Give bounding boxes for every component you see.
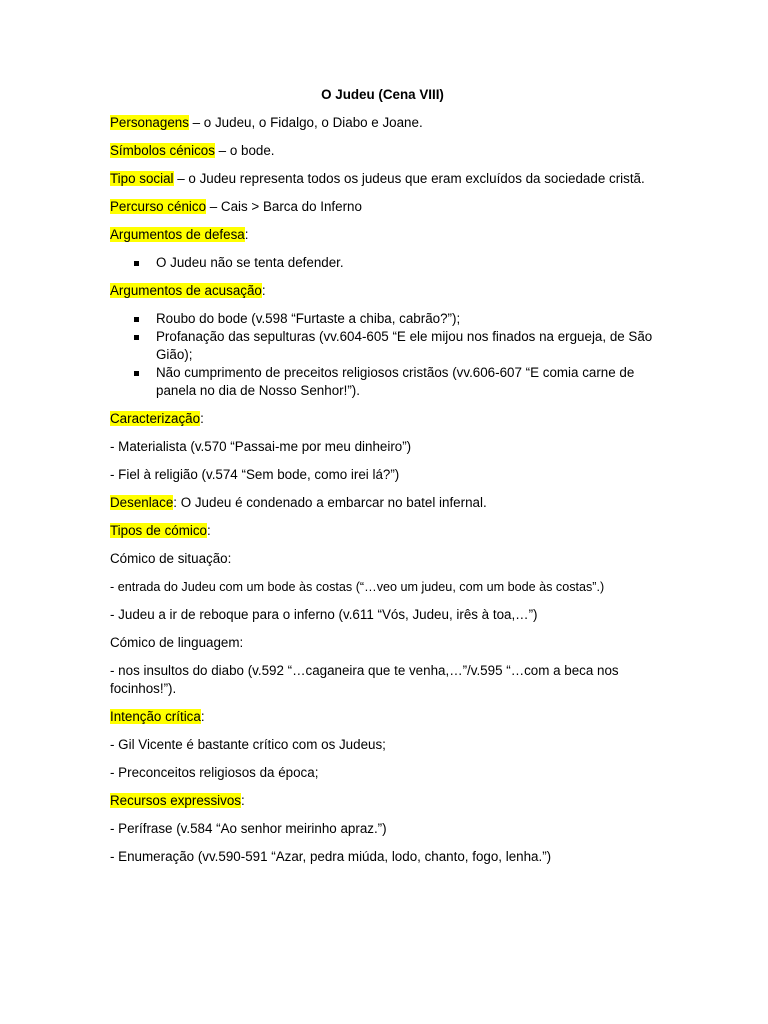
acusacao-label: Argumentos de acusação [110, 283, 262, 298]
desenlace-label: Desenlace [110, 495, 174, 510]
caracterizacao-line: - Fiel à religião (v.574 “Sem bode, como irei lá?”) [110, 467, 400, 482]
list-item: O Judeu não se tenta defender. [110, 254, 655, 272]
percurso-label: Percurso cénico [110, 199, 207, 214]
caracterizacao-heading: Caracterização: [110, 411, 204, 426]
intencao-line: - Gil Vicente é bastante crítico com os Judeus; [110, 737, 386, 752]
percurso-text: – Cais > Barca do Inferno [206, 199, 362, 214]
comico-linguagem-subheading: Cómico de linguagem: [110, 635, 244, 650]
document-page [110, 86, 655, 876]
percurso-paragraph [110, 198, 655, 216]
personagens-text: – o Judeu, o Fidalgo, o Diabo e Joane. [188, 115, 423, 130]
comico-heading: Tipos de cómico: [110, 523, 211, 538]
intencao-label: Intenção crítica [110, 709, 201, 724]
comico-linguagem-line: - nos insultos do diabo (v.592 “…caganeira que te venha,…”/v.595 “…com a beca nos focinhos!”). [110, 663, 619, 696]
defesa-label: Argumentos de defesa [110, 227, 245, 242]
list-item: Roubo do bode (v.598 “Furtaste a chiba, cabrão?”); [110, 310, 655, 328]
list-item: Profanação das sepulturas (vv.604-605 “E ele mijou nos finados na ergueja, de São Gião); [110, 328, 655, 364]
simbolos-paragraph [110, 142, 655, 160]
comico-situacao-subheading: Cómico de situação: [110, 551, 232, 566]
simbolos-text: – o bode. [214, 143, 275, 158]
intencao-line: - Preconceitos religiosos da época; [110, 765, 319, 780]
acusacao-list [110, 310, 655, 400]
caracterizacao-label: Caracterização [110, 411, 201, 426]
tipo-social-text: – o Judeu representa todos os judeus que eram excluídos da sociedade cristã. [173, 171, 645, 186]
acusacao-heading: Argumentos de acusação: [110, 283, 266, 298]
recursos-label: Recursos expressivos [110, 793, 241, 808]
list-item: Não cumprimento de preceitos religiosos cristãos (vv.606-607 “E comia carne de panela no dia de Nosso Senhor!”). [110, 364, 655, 400]
desenlace-paragraph [110, 494, 655, 512]
recursos-line: - Enumeração (vv.590-591 “Azar, pedra miúda, lodo, chanto, fogo, lenha.”) [110, 849, 552, 864]
desenlace-text: : O Judeu é condenado a embarcar no batel infernal. [173, 495, 487, 510]
comico-situacao-line: - entrada do Judeu com um bode às costas (“…veo um judeu, com um bode às costas”.) [110, 580, 605, 594]
recursos-heading: Recursos expressivos: [110, 793, 245, 808]
simbolos-label: Símbolos cénicos [110, 143, 215, 158]
caracterizacao-line: - Materialista (v.570 “Passai-me por meu dinheiro”) [110, 439, 412, 454]
intencao-heading: Intenção crítica: [110, 709, 205, 724]
defesa-list [110, 254, 655, 272]
tipo-social-label: Tipo social [110, 171, 174, 186]
personagens-label: Personagens [110, 115, 189, 130]
tipo-social-paragraph [110, 170, 655, 188]
document-title: O Judeu (Cena VIII) [321, 87, 444, 102]
recursos-line: - Perífrase (v.584 “Ao senhor meirinho apraz.”) [110, 821, 387, 836]
comico-label: Tipos de cómico [110, 523, 207, 538]
personagens-paragraph [110, 114, 655, 132]
defesa-heading: Argumentos de defesa: [110, 227, 249, 242]
comico-situacao-line: - Judeu a ir de reboque para o inferno (v.611 “Vós, Judeu, irês à toa,…”) [110, 607, 538, 622]
